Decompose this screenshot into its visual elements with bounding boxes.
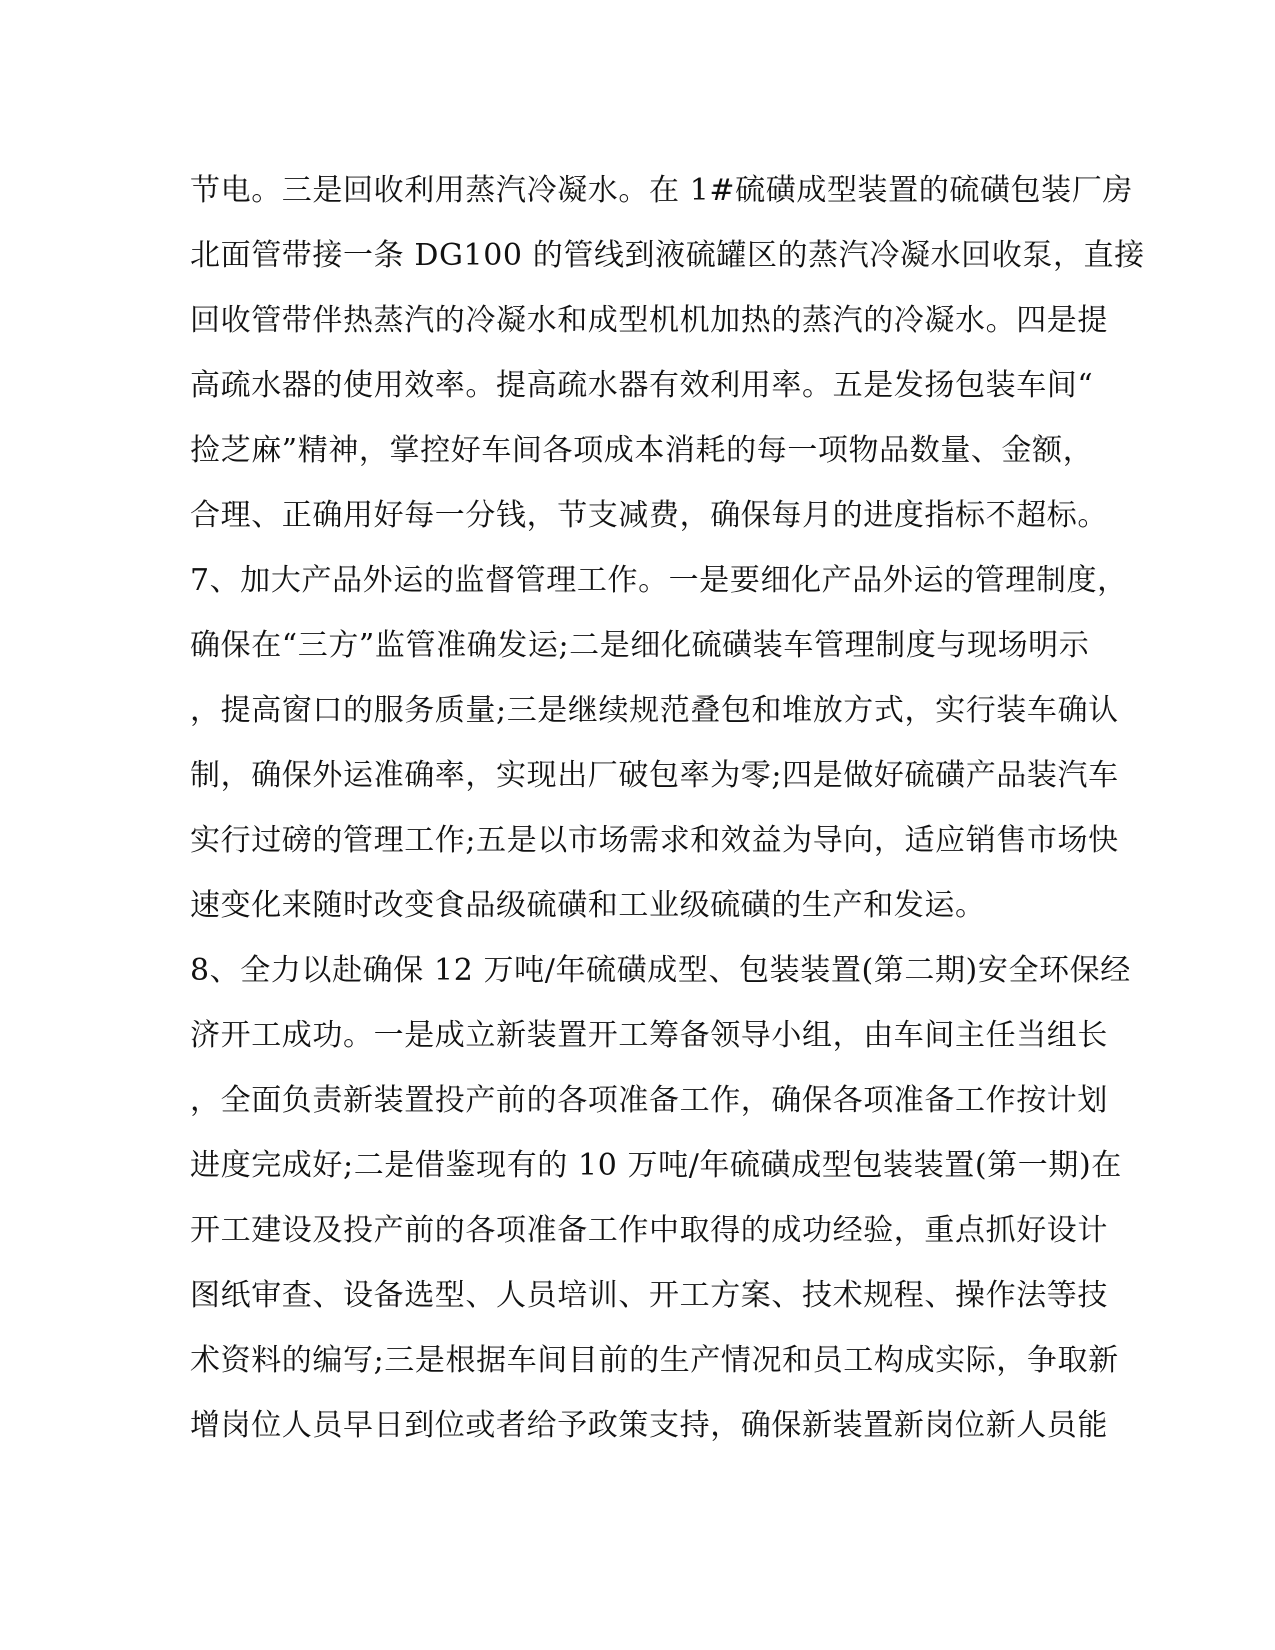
text-line: 制，确保外运准确率，实现出厂破包率为零;四是做好硫磺产品装汽车 — [190, 758, 1119, 793]
text-line: 回收管带伴热蒸汽的冷凝水和成型机机加热的蒸汽的冷凝水。四是提 — [190, 303, 1108, 338]
text-line: 北面管带接一条 DG100 的管线到液硫罐区的蒸汽冷凝水回收泵，直接 — [190, 238, 1145, 273]
body-text — [190, 158, 1145, 1458]
text-line: 确保在“三方”监管准确发运;二是细化硫磺装车管理制度与现场明示 — [190, 628, 1090, 663]
text-line: 济开工成功。一是成立新装置开工筹备领导小组，由车间主任当组长 — [190, 1018, 1108, 1053]
text-line: 进度完成好;二是借鉴现有的 10 万吨/年硫磺成型包装装置(第一期)在 — [190, 1148, 1122, 1183]
text-line: 捡芝麻”精神，掌控好车间各项成本消耗的每一项物品数量、金额， — [190, 433, 1094, 468]
text-line: 增岗位人员早日到位或者给予政策支持，确保新装置新岗位新人员能 — [190, 1408, 1108, 1443]
text-line: 速变化来随时改变食品级硫磺和工业级硫磺的生产和发运。 — [190, 888, 986, 923]
text-line: 高疏水器的使用效率。提高疏水器有效利用率。五是发扬包装车间“ — [190, 368, 1094, 403]
text-line: 合理、正确用好每一分钱，节支减费，确保每月的进度指标不超标。 — [190, 498, 1108, 533]
text-line: 开工建设及投产前的各项准备工作中取得的成功经验，重点抓好设计 — [190, 1213, 1108, 1248]
text-line: 7、加大产品外运的监督管理工作。一是要细化产品外运的管理制度， — [190, 563, 1128, 598]
text-line: 实行过磅的管理工作;五是以市场需求和效益为导向，适应销售市场快 — [190, 823, 1119, 858]
text-line: ，提高窗口的服务质量;三是继续规范叠包和堆放方式，实行装车确认 — [190, 693, 1119, 728]
text-line: ，全面负责新装置投产前的各项准备工作，确保各项准备工作按计划 — [190, 1083, 1108, 1118]
text-line: 8、全力以赴确保 12 万吨/年硫磺成型、包装装置(第二期)安全环保经 — [190, 953, 1131, 988]
text-line: 节电。三是回收利用蒸汽冷凝水。在 1#硫磺成型装置的硫磺包装厂房 — [190, 173, 1133, 208]
text-line: 术资料的编写;三是根据车间目前的生产情况和员工构成实际，争取新 — [190, 1343, 1119, 1378]
text-line: 图纸审查、设备选型、人员培训、开工方案、技术规程、操作法等技 — [190, 1278, 1108, 1313]
